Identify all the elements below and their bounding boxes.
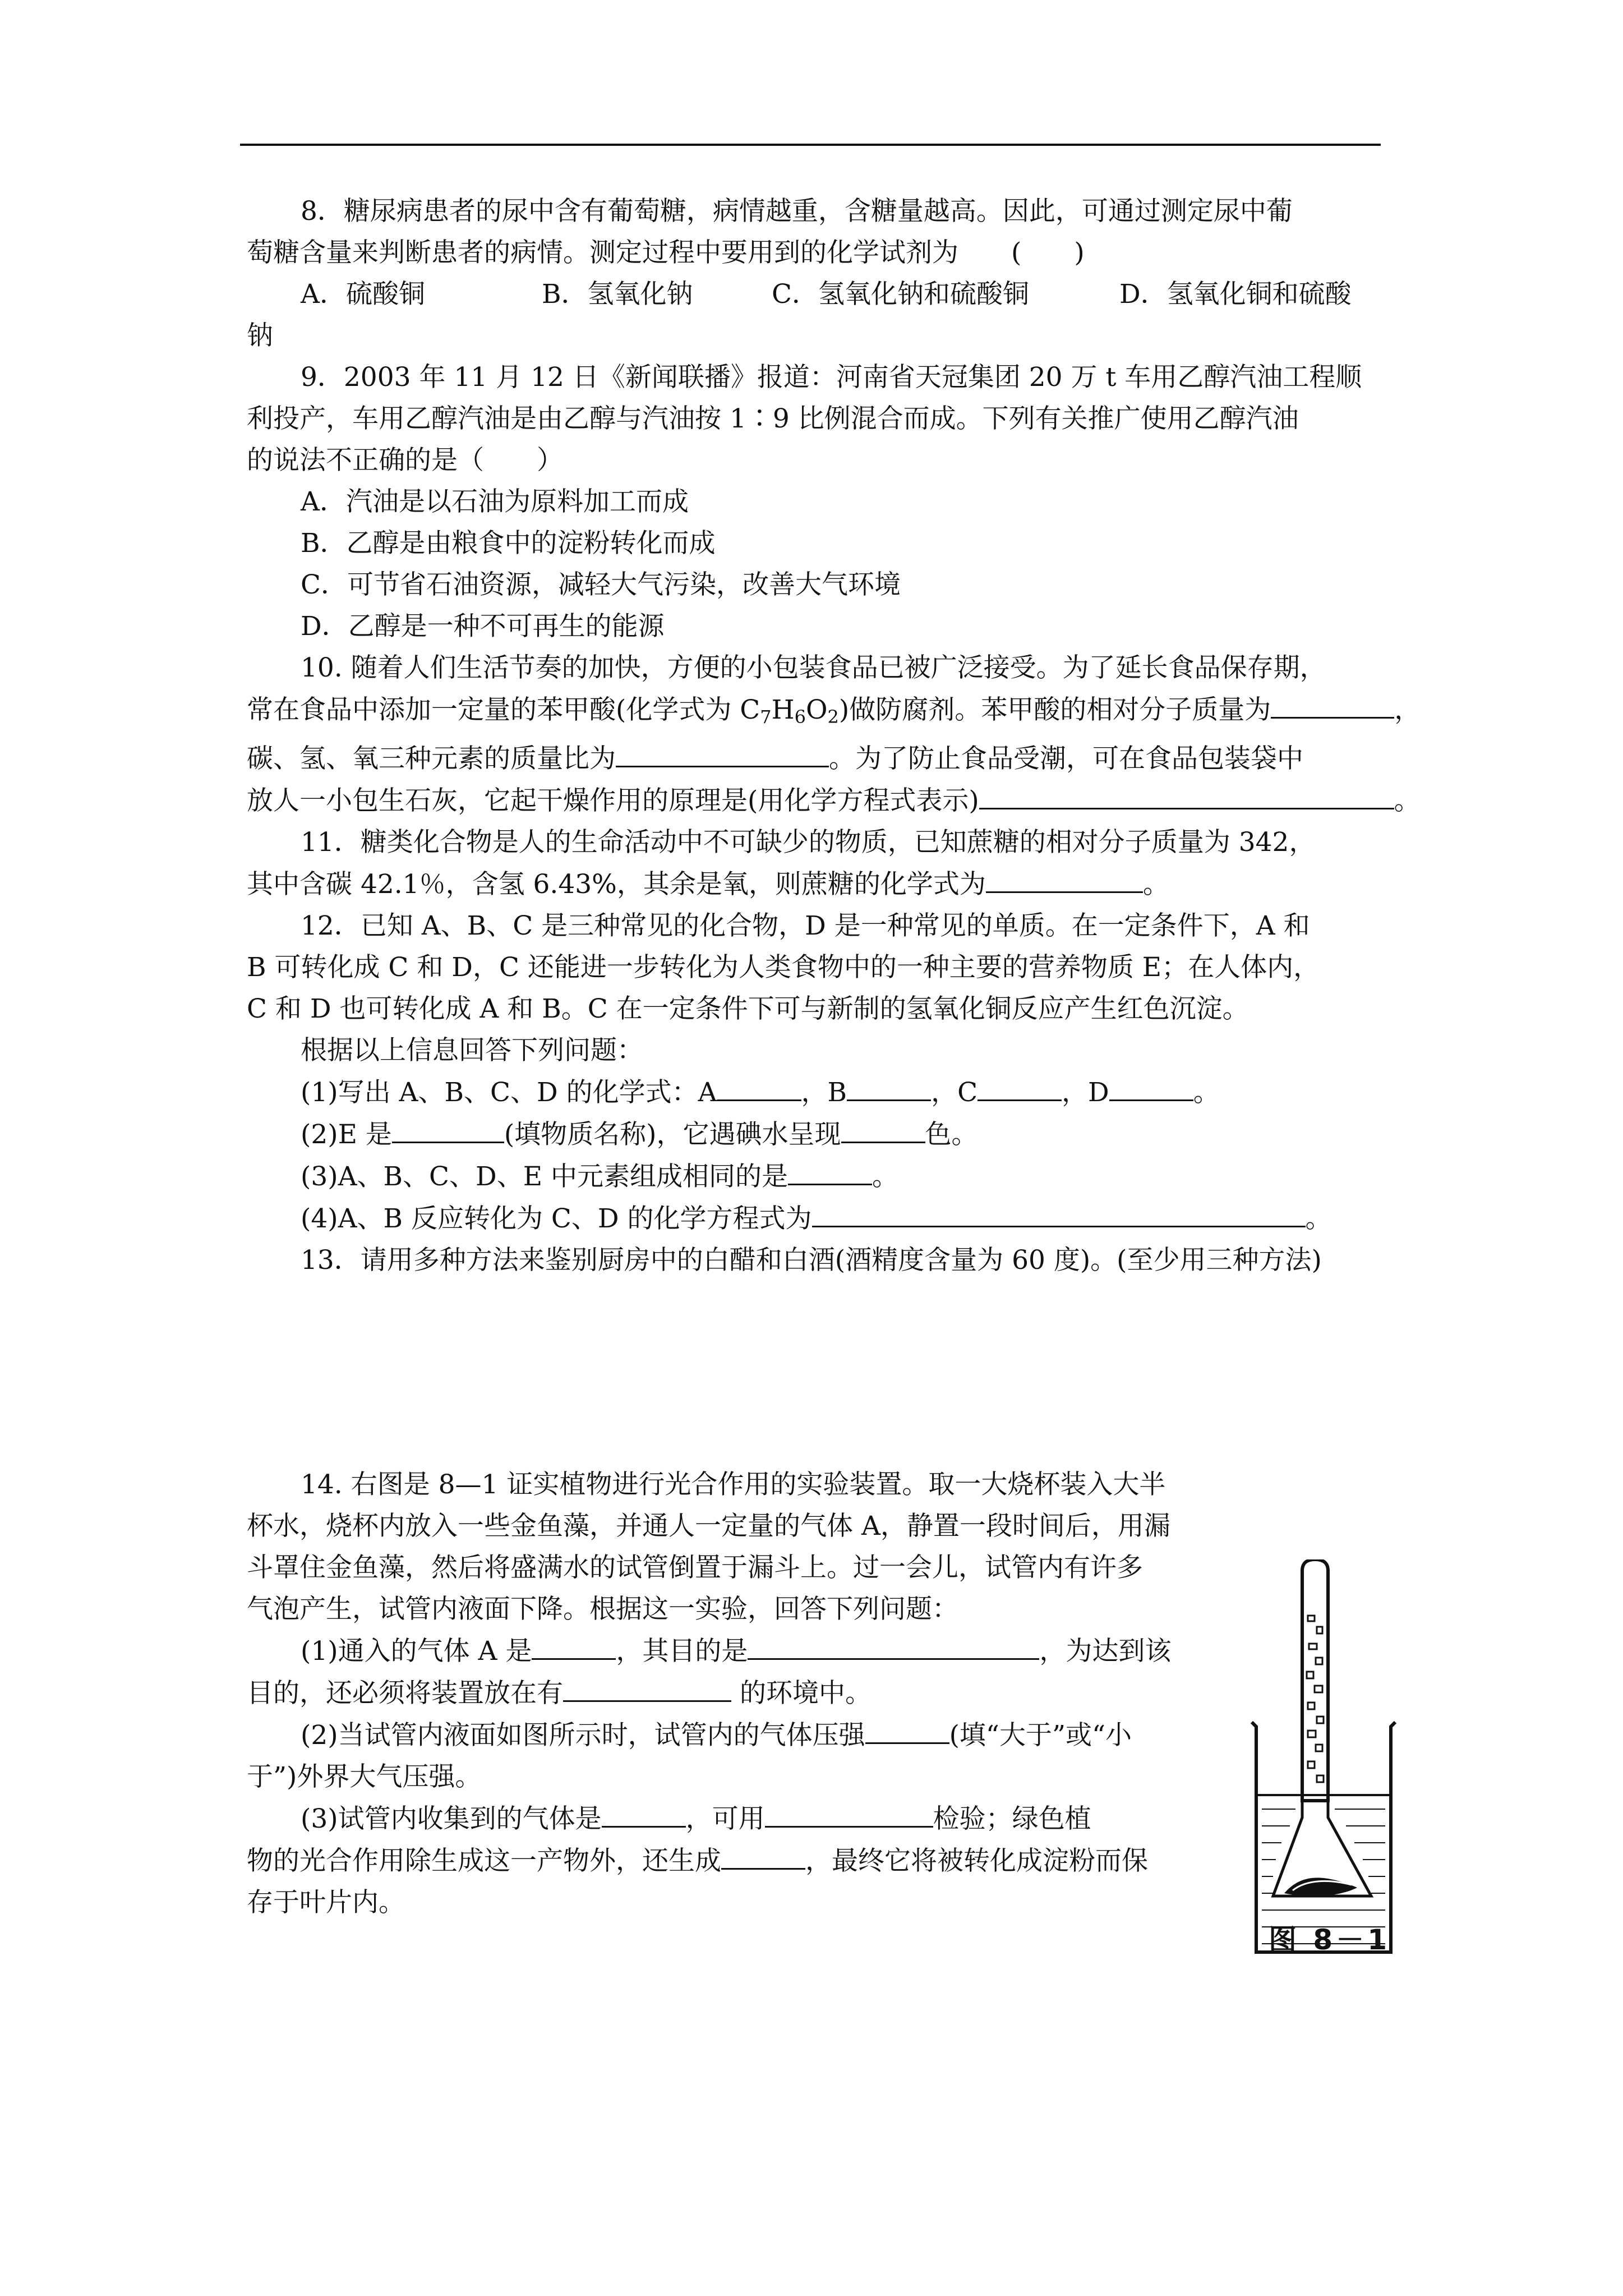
figure-caption: 图 8－1 bbox=[1269, 1924, 1390, 1956]
q10-text: )做防腐剂。苯甲酸的相对分子质量为 bbox=[838, 694, 1271, 725]
q14-line3: 斗罩住金鱼藻，然后将盛满水的试管倒置于漏斗上。过一会儿，试管内有许多 bbox=[247, 1552, 1143, 1583]
q14-sub3-cont2: 存于叶片内。 bbox=[247, 1887, 405, 1918]
question-content bbox=[247, 191, 1421, 1924]
subscript: 7 bbox=[760, 706, 772, 728]
q9-line3: 的说法不正确的是（ ） bbox=[247, 445, 563, 476]
q12-text: (2)E 是 bbox=[301, 1119, 392, 1150]
answer-blank[interactable] bbox=[788, 1156, 872, 1185]
answer-blank[interactable] bbox=[602, 1798, 686, 1828]
q10-line1: 10. 随着人们生活节奏的加快，方便的小包装食品已被广泛接受。为了延长食品保存期， bbox=[301, 652, 1326, 683]
q9-option-a: A．汽油是以石油为原料加工而成 bbox=[301, 486, 689, 517]
q10-text: ， bbox=[1394, 694, 1421, 725]
answer-blank[interactable] bbox=[765, 1798, 933, 1828]
q10-text: 常在食品中添加一定量的苯甲酸(化学式为 C bbox=[247, 694, 760, 725]
q12-text: ，D bbox=[1062, 1077, 1109, 1108]
q12-text: 。 bbox=[1193, 1077, 1220, 1108]
q14-sub3-cont bbox=[247, 1840, 1251, 1882]
q9-line1: 9．2003 年 11 月 12 日《新闻联播》报道：河南省天冠集团 20 万 t 车用乙醇汽油工程顺 bbox=[301, 362, 1362, 393]
q14-text: ，最终它将被转化成淀粉而保 bbox=[805, 1846, 1148, 1876]
q12-line4: 根据以上信息回答下列问题： bbox=[301, 1035, 643, 1066]
q10-text: 放人一小包生石灰，它起干燥作用的原理是(用化学方程式表示) bbox=[247, 785, 979, 816]
q12-text: (1)写出 A、B、C、D 的化学式：A bbox=[301, 1077, 717, 1108]
q14-sub2-cont: 于”)外界大气压强。 bbox=[247, 1761, 482, 1792]
q8-option-b: B．氢氧化钠 bbox=[542, 279, 693, 310]
q14-text: (3)试管内收集到的气体是 bbox=[301, 1803, 602, 1834]
q12-line3: C 和 D 也可转化成 A 和 B。C 在一定条件下可与新制的氢氧化铜反应产生红色沉淀。 bbox=[247, 993, 1249, 1024]
q14-text: (1)通入的气体 A 是 bbox=[301, 1636, 532, 1667]
subscript: 2 bbox=[827, 706, 839, 728]
q14-text: 目的，还必须将装置放在有 bbox=[247, 1678, 563, 1709]
answer-blank[interactable] bbox=[392, 1114, 504, 1143]
q14-sub1 bbox=[247, 1630, 1251, 1672]
q14-text: (填“大于”或“小 bbox=[949, 1720, 1132, 1751]
q14-line4: 气泡产生，试管内液面下降。根据这一实验，回答下列问题： bbox=[247, 1594, 958, 1625]
q12-sub4 bbox=[247, 1198, 1375, 1240]
q10-text: 。为了防止食品受潮，可在食品包装袋中 bbox=[829, 743, 1303, 774]
q8-option-d-cont: 钠 bbox=[247, 320, 273, 351]
subscript: 6 bbox=[794, 706, 806, 728]
q12-text: 色。 bbox=[925, 1119, 978, 1150]
q10-line4 bbox=[247, 780, 1421, 822]
answer-space bbox=[247, 1281, 1375, 1464]
header-rule bbox=[240, 144, 1381, 146]
answer-blank[interactable] bbox=[847, 1071, 931, 1101]
answer-blank[interactable] bbox=[841, 1114, 925, 1143]
q12-sub2 bbox=[247, 1114, 1375, 1156]
q12-text: (3)A、B、C、D、E 中元素组成相同的是 bbox=[301, 1161, 788, 1192]
q12-sub3 bbox=[247, 1156, 1375, 1198]
q10-text: O bbox=[805, 694, 828, 725]
q8-option-d: D．氢氧化铜和硫酸 bbox=[1119, 279, 1352, 310]
q14-block bbox=[247, 1464, 1251, 1924]
q10-line3 bbox=[247, 738, 1375, 780]
answer-blank[interactable] bbox=[721, 1840, 805, 1870]
q14-text: (2)当试管内液面如图所示时，试管内的气体压强 bbox=[301, 1720, 865, 1751]
answer-blank[interactable] bbox=[1109, 1071, 1193, 1101]
q14-text: 物的光合作用除生成这一产物外，还生成 bbox=[247, 1846, 721, 1876]
answer-blank[interactable] bbox=[748, 1630, 1039, 1660]
q10-text: H bbox=[771, 694, 795, 725]
answer-blank[interactable] bbox=[616, 738, 829, 767]
q12-sub1 bbox=[247, 1071, 1375, 1114]
q14-sub1-cont bbox=[247, 1672, 1251, 1714]
q14-text: ，为达到该 bbox=[1039, 1636, 1172, 1667]
q14-sub2 bbox=[247, 1714, 1251, 1756]
answer-blank[interactable] bbox=[717, 1071, 801, 1101]
q8-line2: 萄糖含量来判断患者的病情。测定过程中要用到的化学试剂为 ( ) bbox=[247, 237, 1085, 268]
q12-text: (4)A、B 反应转化为 C、D 的化学方程式为 bbox=[301, 1203, 812, 1234]
q8-options bbox=[247, 274, 1375, 315]
answer-blank[interactable] bbox=[812, 1198, 1306, 1227]
answer-blank[interactable] bbox=[532, 1630, 616, 1660]
q14-line1: 14. 右图是 8—1 证实植物进行光合作用的实验装置。取一大烧杯装入大半 bbox=[301, 1469, 1166, 1500]
q14-text: 检验；绿色植 bbox=[933, 1803, 1091, 1834]
q11-text: 其中含碳 42.1％，含氢 6.43%，其余是氧，则蔗糖的化学式为 bbox=[247, 869, 986, 900]
q12-text: 。 bbox=[1305, 1203, 1332, 1234]
q12-text: ，B bbox=[801, 1077, 847, 1108]
q12-line1: 12．已知 A、B、C 是三种常见的化合物，D 是一种常见的单质。在一定条件下，A 和 bbox=[301, 910, 1310, 941]
q11-line1: 11．糖类化合物是人的生命活动中不可缺少的物质，已知蔗糖的相对分子质量为 342， bbox=[301, 827, 1316, 858]
q12-text: (填物质名称)，它遇碘水呈现 bbox=[504, 1119, 841, 1150]
q10-text: 碳、氢、氧三种元素的质量比为 bbox=[247, 743, 616, 774]
q9-option-b: B．乙醇是由粮食中的淀粉转化而成 bbox=[301, 528, 716, 559]
q9-line2: 利投产，车用乙醇汽油是由乙醇与汽油按 1∶9 比例混合而成。下列有关推广使用乙醇汽油 bbox=[247, 403, 1299, 434]
q13-line1: 13．请用多种方法来鉴别厨房中的白醋和白酒(酒精度含量为 60 度)。(至少用三种方法) bbox=[301, 1245, 1322, 1276]
q10-text: 。 bbox=[1394, 785, 1421, 816]
beaker-apparatus-figure bbox=[1239, 1559, 1402, 1963]
q11-line2 bbox=[247, 863, 1375, 905]
answer-blank[interactable] bbox=[986, 863, 1143, 893]
answer-blank[interactable] bbox=[979, 780, 1394, 809]
q14-text: 的环境中。 bbox=[731, 1678, 872, 1709]
answer-blank[interactable] bbox=[1271, 689, 1394, 719]
q10-line2 bbox=[247, 689, 1421, 738]
q12-text: ，C bbox=[931, 1077, 978, 1108]
q11-text: 。 bbox=[1142, 869, 1169, 900]
q9-option-d: D．乙醇是一种不可再生的能源 bbox=[301, 611, 665, 642]
q14-text: ，可用 bbox=[685, 1803, 765, 1834]
q8-option-a: A．硫酸铜 bbox=[301, 279, 425, 310]
q12-text: 。 bbox=[872, 1161, 898, 1192]
q14-text: ，其目的是 bbox=[616, 1636, 748, 1667]
q14-line2: 杯水，烧杯内放入一些金鱼藻，并通人一定量的气体 A，静置一段时间后，用漏 bbox=[247, 1511, 1170, 1542]
q9-option-c: C．可节省石油资源，减轻大气污染，改善大气环境 bbox=[301, 569, 901, 600]
answer-blank[interactable] bbox=[865, 1714, 949, 1744]
q8-option-c: C．氢氧化钠和硫酸铜 bbox=[772, 279, 1029, 310]
q8-line1: 8．糖尿病患者的尿中含有葡萄糖，病情越重，含糖量越高。因此，可通过测定尿中葡 bbox=[301, 196, 1293, 227]
answer-blank[interactable] bbox=[563, 1672, 731, 1702]
q12-line2: B 可转化成 C 和 D，C 还能进一步转化为人类食物中的一种主要的营养物质 E；在人体内， bbox=[247, 952, 1320, 983]
answer-blank[interactable] bbox=[978, 1071, 1062, 1101]
q14-sub3 bbox=[247, 1798, 1251, 1840]
